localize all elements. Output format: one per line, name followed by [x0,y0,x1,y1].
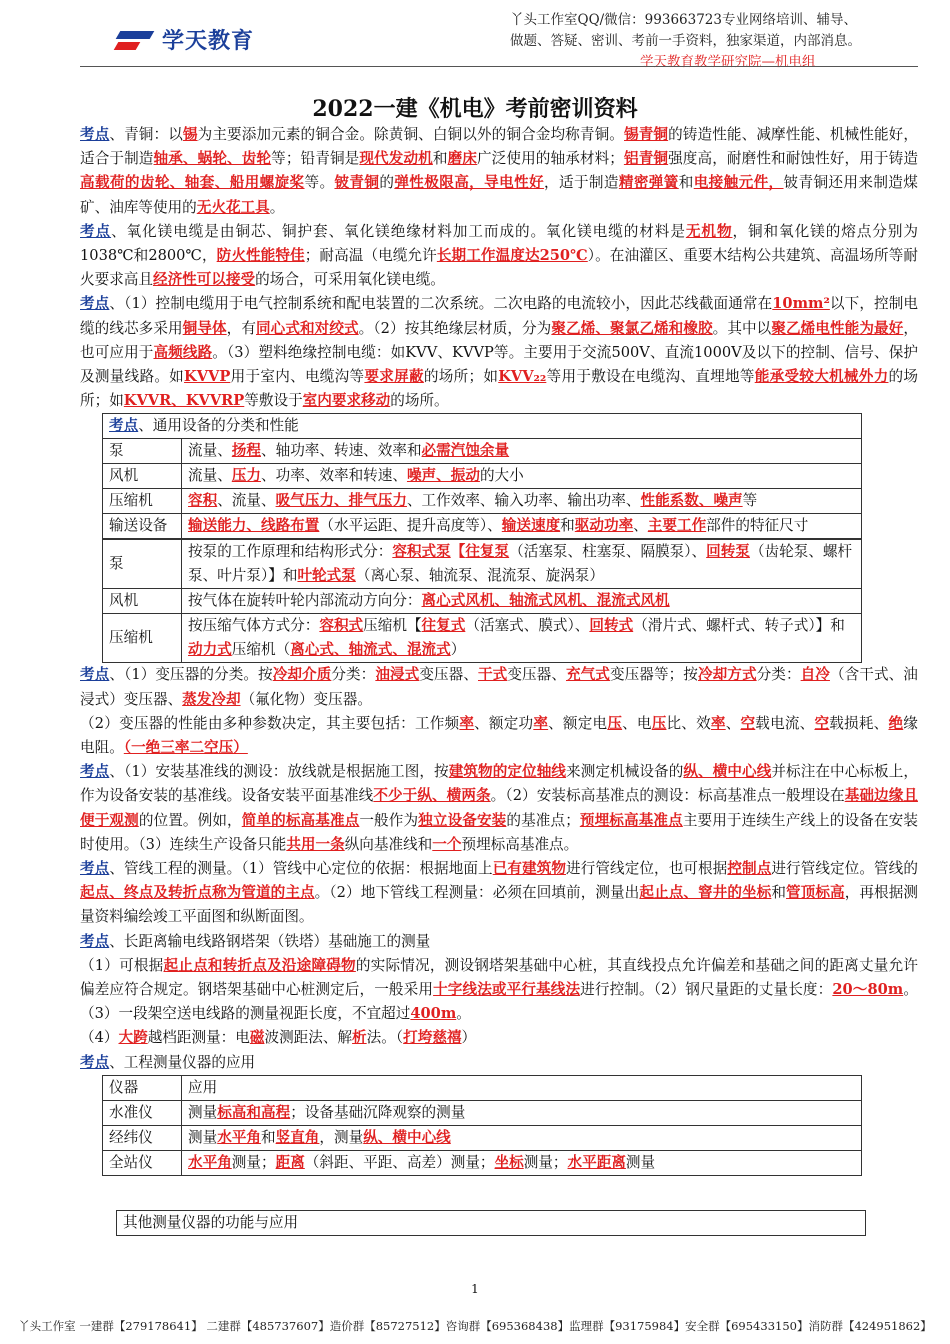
text: 的铸造性能、减摩性能、机械性能好，适合于制造 [80,126,918,168]
text: 部件的特征尺寸 [706,517,809,535]
text: 强度高，耐磨性和耐蚀性好，用于铸造 [668,150,918,168]
highlight: KVV₂₂ [498,368,547,386]
text: 。（2）安装标高基准点的测设：标高基准点一般埋设在 [490,787,845,805]
highlight: 无机物 [685,222,733,240]
text: ） [461,1029,477,1047]
table-heading [103,414,862,439]
text: 、工程测量仪器的应用 [109,1053,256,1071]
paragraph-tower [80,930,918,954]
text: ；耐高温（电缆允许 [304,247,437,265]
table-general-equipment [102,413,862,539]
text: 预埋标高基准点。 [461,835,579,853]
logo-icon [118,27,156,53]
table-instruments [102,1075,862,1176]
text: ，也可应用于 [80,319,918,361]
row-label: 输送设备 [103,514,182,539]
kp-label: 考点 [80,666,110,684]
row-label: 压缩机 [103,614,182,663]
kp-label: 考点 [80,932,110,950]
highlight: 长期工作温度达250℃ [436,247,588,265]
text: 、电 [622,714,652,732]
text: 载损耗、 [829,714,889,732]
text: 来测定机械设备的 [566,763,684,781]
highlight: 竖直角 [275,1128,320,1146]
paragraph-instruments [80,1051,918,1075]
highlight: 绝 [888,714,904,732]
highlight: 打垮慈禧 [403,1029,462,1047]
table-equipment-classification [102,539,862,663]
highlight: 要求屏蔽 [364,368,424,386]
text: 、额定电 [548,714,608,732]
text: 压缩机（ [231,641,291,659]
text: 一般作为 [359,811,419,829]
highlight: 十字线法或平行基线法 [433,981,581,999]
text: 测量； [231,1153,276,1171]
text: 的实际情况，测设钢塔架基础中心桩，其直线投点允许偏差和基础之间的距离丈量允许偏差应符合规定。钢塔架基础中心桩测定后，一般采用 [80,956,918,999]
text: 。（3）塑料绝缘控制电缆：如KVV、KVVP等。主要用于交流500V、直流1000V及以下的控制、信号、保护及测量线路。如 [80,343,918,386]
kp-label: 考点 [80,126,110,143]
highlight: 空 [740,714,756,732]
highlight: 电接触元件， [693,174,784,192]
text: 变压器、 [507,666,566,684]
text: 分类： [756,666,801,684]
text: 法。（ [366,1029,404,1047]
text: ） [450,641,466,659]
text: 。其中以 [712,319,772,337]
highlight: 油浸式 [375,666,420,684]
text: ，铜和氧化镁的熔点分别为1038℃和2800℃， [80,222,918,265]
text: （含干式、油浸式）变压器、 [80,666,918,708]
kp-label: 考点 [80,1053,110,1071]
page-title: 2022一建《机电》考前密训资料 [312,96,638,122]
highlight: 纵、横中心线 [683,763,772,781]
highlight: 吸气压力、排气压力 [275,492,407,510]
row-content [182,514,862,539]
text: 和 [771,884,787,902]
text: 测量； [523,1153,568,1171]
table-row [103,1150,862,1175]
text: 进行管线定位。管线的 [771,860,918,878]
highlight: 预埋标高基准点 [579,811,683,829]
highlight: 聚乙烯电性能为最好 [771,319,904,337]
text: （离心泵、轴流泵、混流泵、旋涡泵） [355,567,604,585]
text: 测量 [188,1103,218,1121]
highlight: 控制点 [727,860,772,878]
text: 广泛使用的轴承材料； [476,150,624,168]
highlight: （一绝三率二空压） [123,739,248,757]
text: 的基准点； [506,811,580,829]
text: 测量 [625,1153,656,1171]
text: 。（2）地下管线工程测量：必须在回填前，测量出 [314,884,640,902]
kp-label: 考点 [80,222,112,240]
text: 和 [432,150,448,168]
highlight: 起止点和转折点及沿途障碍物 [163,956,356,974]
highlight: 冷却介质 [272,666,332,684]
highlight: 输送速度 [501,517,561,535]
column-header: 应用 [182,1075,862,1100]
highlight: 不少于纵、横两条 [373,787,491,805]
highlight: 高载荷的齿轮、轴套、船用螺旋桨 [80,174,305,192]
highlight: 压 [651,714,667,732]
text: 进行控制。（2）钢尺量距的丈量长度： [580,981,833,999]
table-row [117,1210,866,1235]
text: 按气体在旋转叶轮内部流动方向分： [188,592,422,610]
highlight: 离心式风机、轴流式风机、混流式风机 [421,592,670,610]
kp-label: 考点 [80,295,110,313]
highlight: 往复泵 [465,543,510,561]
text: 、长距离输电线路钢塔架（铁塔）基础施工的测量 [109,932,431,950]
highlight: 独立设备安装 [418,811,507,829]
text: ；设备基础沉降观察的测量 [290,1103,466,1121]
text: 主要用于连续生产线上的设备在安装时使用。（3）连续生产设备只能 [80,811,918,853]
row-label: 泵 [103,439,182,464]
text: 的位置。例如， [138,811,242,829]
table-header-row [103,1075,862,1100]
highlight: 动力式 [188,641,232,659]
paragraph-control-cable [80,292,918,413]
text: （水平运距、提升高度等）、 [319,517,502,535]
highlight: 蒸发冷却 [182,690,241,708]
highlight: 水平角 [188,1153,232,1171]
text: 、流量、 [217,492,276,510]
table-row [103,614,862,663]
text: 变压器、 [419,666,478,684]
row-content [182,1125,862,1150]
highlight: 能承受较大机械外力 [754,368,889,386]
text: 和 [678,174,694,192]
highlight: 输送能力、线路布置 [188,517,320,535]
highlight: 驱动功率 [574,517,634,535]
paragraph-baseline [80,760,918,857]
logo [118,24,254,55]
highlight: 轴承、蜗轮、齿轮 [153,150,272,168]
highlight: 防火性能特佳 [216,247,305,265]
highlight: 必需汽蚀余量 [421,442,510,460]
highlight: 扬程 [231,442,261,460]
highlight: 一个 [432,835,462,853]
highlight: 精密弹簧 [618,174,679,192]
text: 缘电阻。 [80,714,918,757]
highlight: 压力 [231,467,261,485]
header-divider [80,66,918,67]
header-info-line1: 丫头工作室QQ/微信：993663723专业网络培训、辅导、 [510,12,857,28]
document-body [80,123,918,1236]
highlight: 20～80m [832,981,904,999]
highlight: 冷却方式 [697,666,757,684]
text: 、轴功率、转速、效率和 [261,442,422,460]
table-row [103,540,862,589]
text: 的大小 [479,467,524,485]
highlight: 坐标 [494,1153,524,1171]
text: 越档距测量：电 [147,1029,250,1047]
highlight: 起止点、窨井的坐标 [639,884,772,902]
highlight: 自冷 [800,666,830,684]
table-row [103,414,862,439]
highlight: 率 [533,714,549,732]
row-content [182,1150,862,1175]
text: 按压缩气体方式分： [188,617,320,635]
text: （齿轮泵、螺杆泵、叶片泵）】和 [188,543,853,585]
highlight: 高频线路 [153,343,213,361]
row-content [182,1100,862,1125]
text: 载电流、 [755,714,815,732]
text: 分类： [331,666,376,684]
row-label: 全站仪 [103,1150,182,1175]
paragraph-tower-detail [80,954,918,1027]
kp-label: 考点 [80,763,110,781]
highlight: 离心式、轴流式、混流式 [290,641,451,659]
page-number: 1 [471,1282,479,1296]
text: （4） [80,1029,119,1047]
text: 【 [450,543,466,561]
text: 、（1）变压器的分类。按 [109,666,273,684]
text: 、工作效率、输入功率、输出功率、 [406,492,641,510]
text: （氟化物）变压器。 [240,690,372,708]
highlight: 干式 [478,666,508,684]
row-label: 风机 [103,464,182,489]
paragraph-transformer [80,663,918,711]
highlight: 标高和高程 [217,1103,291,1121]
text: 的场合，可采用氧化镁电缆。 [255,271,445,289]
header-info-red: 学天教育教学研究院—机电组 [640,54,816,70]
highlight: 空 [814,714,830,732]
paragraph-span [80,1026,918,1050]
text: 、通用设备的分类和性能 [138,417,299,435]
highlight: 噪声、振动 [406,467,480,485]
text: 波测距法、解 [264,1029,353,1047]
text: 以下，控制电缆的线芯多采用 [80,295,918,337]
paragraph-transformer-performance [80,712,918,760]
paragraph-mi-cable [80,220,918,293]
highlight: 水平角 [217,1128,261,1146]
highlight: 无火花工具 [196,198,270,216]
text: （1）可根据 [80,956,164,974]
highlight: 铍青铜 [334,174,380,192]
text: （滑片式、螺杆式、转子式）】和 [633,617,845,635]
text: 、功率、效率和转速、 [261,467,407,485]
paragraph-pipeline [80,857,918,930]
table-row [103,1125,862,1150]
text: 并标注在中心标板上，作为设备安装的基准线。设备安装平面基准线 [80,763,918,805]
highlight: 聚乙烯、聚氯乙烯和橡胶 [551,319,713,337]
text: 。（2）按其绝缘层材质，分为 [358,319,552,337]
highlight: 弹性极限高，导电性好 [394,174,545,192]
highlight: 锡 [182,126,198,143]
text: 、（1）控制电缆用于电气控制系统和配电装置的二次系统。二次电路的电流较小，因此芯线截面通常在 [109,295,773,313]
highlight: KVVP [184,368,231,386]
text: ）。在油灌区、重要木结构公共建筑、高温场所等耐火要求高且 [80,247,918,289]
highlight: 现代发动机 [359,150,433,168]
text: 比、效 [666,714,711,732]
text: 的场所。 [390,392,449,410]
row-label: 水准仪 [103,1100,182,1125]
highlight: 室内要求移动 [302,392,391,410]
highlight: 磨床 [447,150,477,168]
table-row [103,514,862,539]
text: ，测量 [319,1128,364,1146]
table-row [103,464,862,489]
text: 和 [261,1128,276,1146]
row-content [182,540,862,589]
highlight: 基础边缘且便于观测 [80,787,918,829]
highlight: 铝青铜 [623,150,669,168]
table-row [103,439,862,464]
text: 压缩机【 [363,617,422,635]
text: 流量、 [188,467,232,485]
highlight: 充气式 [565,666,610,684]
highlight: 水平距离 [567,1153,626,1171]
kp-label: 考点 [109,417,139,435]
text: 铍青铜还用来制造煤矿、油库等使用的 [80,174,918,216]
highlight: 回转泵 [706,543,750,561]
text: 。（3）一段架空送电线路的测量视距长度，不宜超过 [80,981,918,1023]
text: 按泵的工作原理和结构形式分： [188,543,393,561]
text: （活塞泵、柱塞泵、隔膜泵）、 [509,543,707,561]
text: 的场所；如 [423,368,499,386]
highlight: 管顶标高 [786,884,845,902]
kp-label: 考点 [80,860,110,878]
row-content [182,589,862,614]
text: 。 [269,198,285,216]
highlight: 性能系数、噪声 [640,492,743,510]
highlight: 简单的标高基准点 [241,811,360,829]
table-heading: 其他测量仪器的功能与应用 [117,1210,866,1235]
text: 用于室内、电缆沟等 [230,368,365,386]
text: ，适于制造 [544,174,619,192]
highlight: 磁 [249,1029,265,1047]
text: （活塞式、膜式）、 [465,617,590,635]
text: 、（1）安装基准线的测设：放线就是根据施工图，按 [109,763,449,781]
text: 。 [456,1005,471,1023]
text: 的场所；如 [80,368,918,410]
text: 、青铜：以 [109,126,183,143]
row-label: 经纬仪 [103,1125,182,1150]
highlight: 400m [410,1005,457,1023]
table-other-instruments [116,1210,866,1236]
highlight: 压 [607,714,623,732]
text: （2）变压器的性能由多种参数决定，其主要包括：工作频 [80,714,460,732]
highlight: 容积式 [319,617,364,635]
highlight: 经济性可以接受 [152,271,256,289]
row-content [182,439,862,464]
text: 等。 [304,174,335,192]
highlight: 回转式 [589,617,634,635]
logo-text: 学天教育 [162,29,255,54]
text: 、额定功 [474,714,534,732]
row-label: 压缩机 [103,489,182,514]
highlight: 同心式和对绞式 [256,319,359,337]
text: 等用于敷设在电缆沟、直埋地等 [546,368,755,386]
text: 、管线工程的测量。（1）管线中心定位的依据：根据地面上 [109,860,493,878]
text: 为主要添加元素的铜合金。除黄铜、白铜以外的铜合金均称青铜。 [197,126,624,143]
row-label: 泵 [103,540,182,589]
highlight: 率 [710,714,726,732]
text: 流量、 [188,442,232,460]
highlight: 铜导体 [182,319,227,337]
row-label: 风机 [103,589,182,614]
row-content [182,489,862,514]
text: ，再根据测量资料编绘竣工平面图和纵断面图。 [80,884,918,926]
table-row [103,589,862,614]
text: 、 [633,517,648,535]
highlight: 锡青铜 [624,126,669,143]
text: 的 [379,174,395,192]
paragraph-bronze [80,123,918,220]
highlight: 容积 [188,492,218,510]
text: 测量 [188,1128,218,1146]
text: 等 [742,492,758,510]
highlight: 建筑物的定位轴线 [448,763,567,781]
highlight: 10mm² [772,295,830,313]
highlight: 已有建筑物 [492,860,567,878]
header-info [510,10,930,73]
highlight: KVVR、KVVRP [123,392,245,410]
highlight: 主要工作 [647,517,707,535]
table-row [103,489,862,514]
highlight: 率 [459,714,475,732]
highlight: 析 [352,1029,367,1047]
highlight: 纵、横中心线 [363,1128,451,1146]
highlight: 叶轮式泵 [297,567,356,585]
row-content [182,464,862,489]
highlight: 往复式 [421,617,466,635]
text: （斜距、平距、高差）测量； [304,1153,495,1171]
header-info-line2: 做题、答疑、密训、考前一手资料，独家渠道，内部消息。 [510,33,861,49]
text: ，有 [226,319,256,337]
footer: 丫头工作室 一建群【279178641】 二建群【485737607】造价群【85727512】咨询群【695368438】监理群【93175984】安全群【695433150】消防群【424951862】 [18,1319,932,1333]
highlight: 共用一条 [286,835,345,853]
text: 、氧化镁电缆是由铜芯、铜护套、氧化镁绝缘材料加工而成的。氧化镁电缆的材料是 [111,222,686,240]
column-header: 仪器 [103,1075,182,1100]
highlight: 距离 [275,1153,305,1171]
text: 等敷设于 [244,392,303,410]
text: 等；铅青铜是 [271,150,360,168]
text: 变压器等；按 [609,666,698,684]
text: 和 [560,517,575,535]
highlight: 容积式泵 [392,543,451,561]
table-row [103,1100,862,1125]
text: 进行管线定位，也可根据 [566,860,728,878]
text: 、 [725,714,741,732]
highlight: 起点、终点及转折点称为管道的主点 [80,884,315,902]
text: 纵向基准线和 [344,835,433,853]
row-content [182,614,862,663]
highlight: 大跨 [118,1029,148,1047]
